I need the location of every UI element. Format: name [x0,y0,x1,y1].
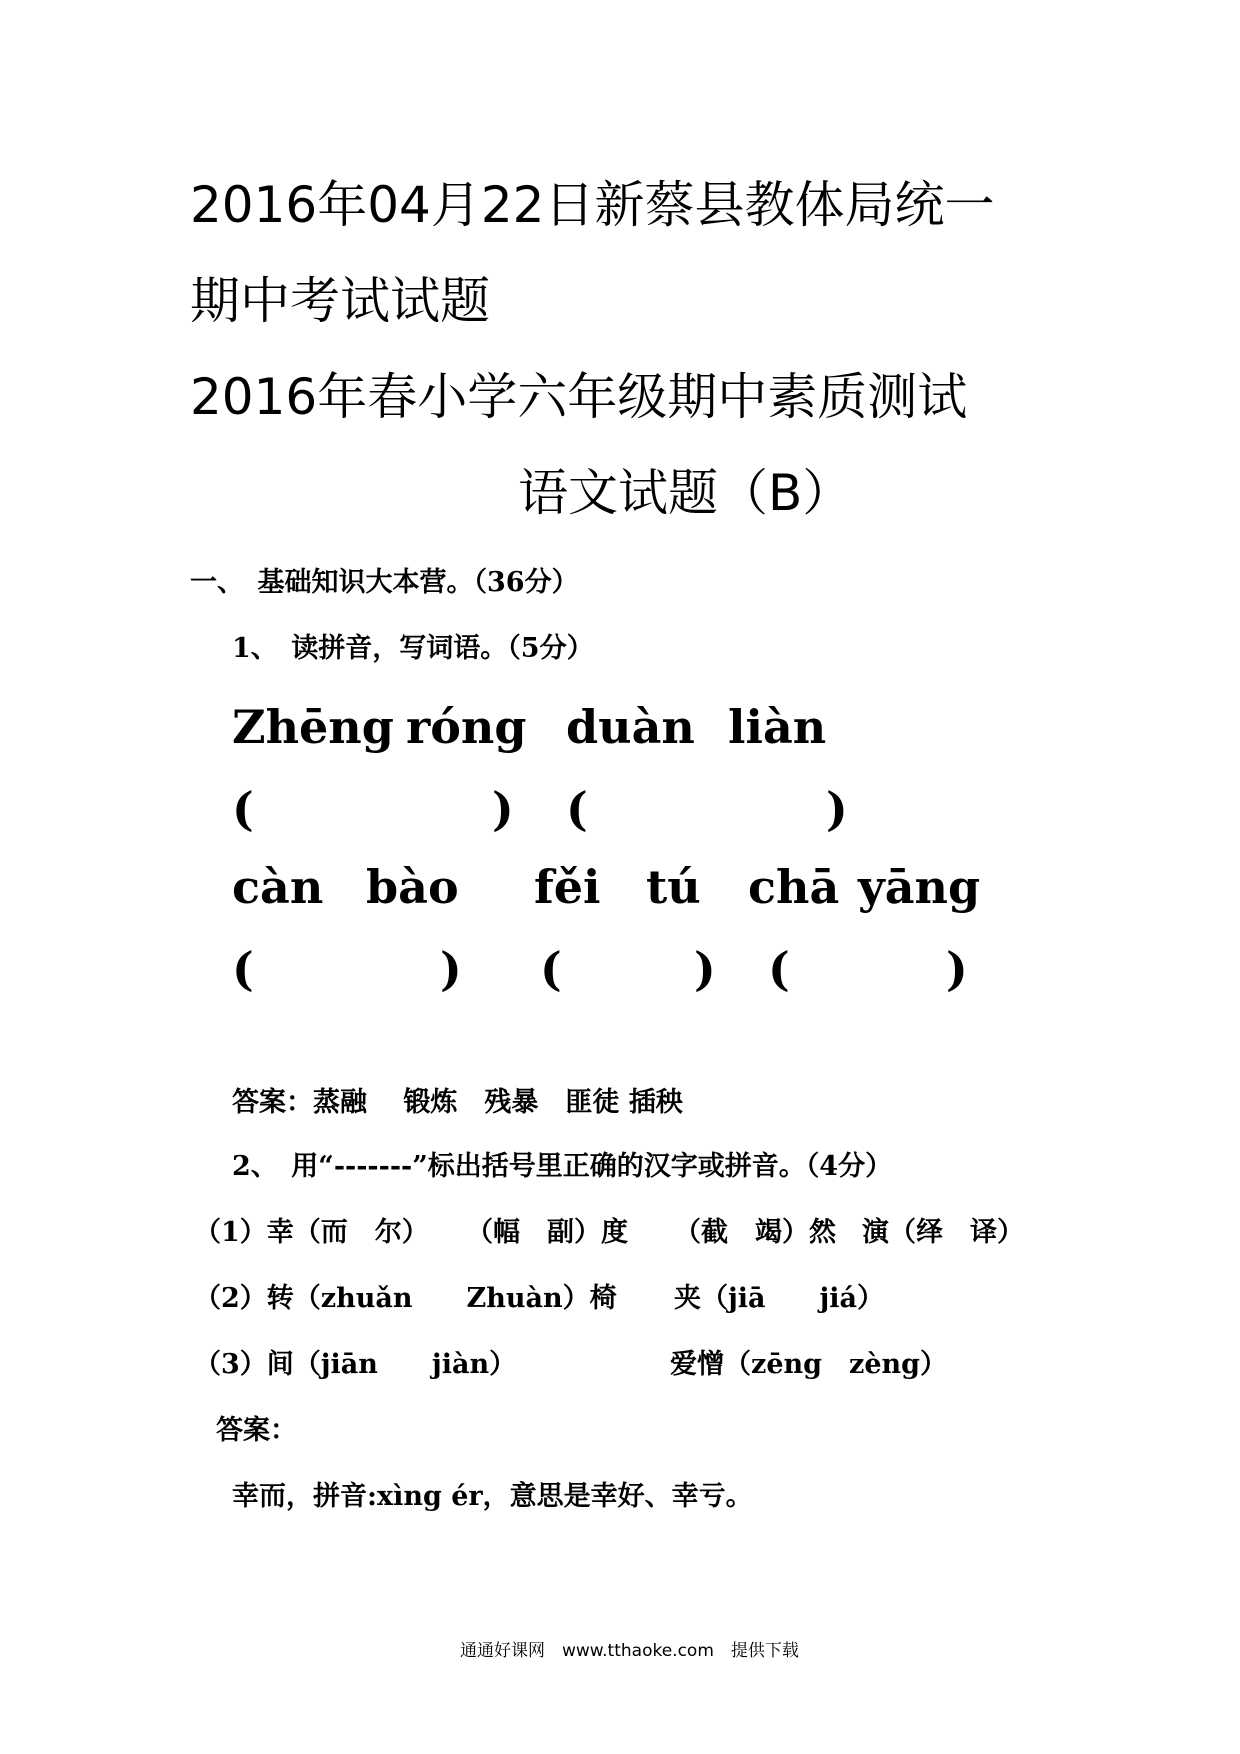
q2-item-1c: （截 竭）然 [674,1217,836,1248]
pinyin-fei: fěi [534,860,601,914]
title-line-4: 语文试题（B） [518,464,853,522]
question-2-answer-label: 答案： [216,1415,297,1446]
answer-blank-4-close: ) [694,942,716,996]
answer-blank-1-open: ( [232,782,254,836]
answer-blank-1-close: ) [492,782,514,836]
pinyin-bao: bào [366,860,459,914]
section-heading: 一、 基础知识大本营。（36分） [190,567,579,598]
q2-item-3a: （3）间（jiān jiàn） [194,1349,517,1380]
question-1-label: 1、 读拼音，写词语。（5分） [232,633,594,664]
answer-blank-2-close: ) [826,782,848,836]
q2-item-1b: （幅 副）度 [466,1217,628,1248]
answer-blank-4-open: ( [540,942,562,996]
answer-blank-3-open: ( [232,942,254,996]
pinyin-tu: tú [646,860,701,914]
pinyin-duan: duàn [566,700,695,754]
pinyin-cha: chā [748,860,840,914]
q2-item-2b: 夹（jiā jiá） [674,1283,885,1314]
pinyin-can: càn [232,860,324,914]
answer-blank-3-close: ) [440,942,462,996]
question-2-answer-text: 幸而，拼音:xìng ér，意思是幸好、幸亏。 [232,1481,753,1512]
answer-blank-5-open: ( [768,942,790,996]
answer-blank-5-close: ) [946,942,968,996]
answer-blank-2-open: ( [566,782,588,836]
question-2-label: 2、 用“-------”标出括号里正确的汉字或拼音。（4分） [232,1151,893,1182]
q2-item-2a: （2）转（zhuǎn Zhuàn）椅 [194,1283,617,1314]
pinyin-lian: liàn [728,700,827,754]
title-line-2: 期中考试试题 [190,272,490,330]
title-line-1: 2016年04月22日新蔡县教体局统一 [190,176,995,234]
q2-item-3b: 爱憎（zēng zèng） [670,1349,948,1380]
page-footer: 通通好课网 www.tthaoke.com 提供下载 [460,1641,799,1661]
title-line-3: 2016年春小学六年级期中素质测试 [190,368,968,426]
question-1-answer: 答案：蒸融 锻炼 残暴 匪徒 插秧 [232,1087,683,1118]
q2-item-1a: （1）幸（而 尔） [194,1217,429,1248]
pinyin-rong: róng [406,700,527,754]
pinyin-yang: yāng [858,860,981,914]
pinyin-zheng: Zhēng [232,700,394,754]
q2-item-1d: 演（绎 译） [862,1217,1024,1248]
